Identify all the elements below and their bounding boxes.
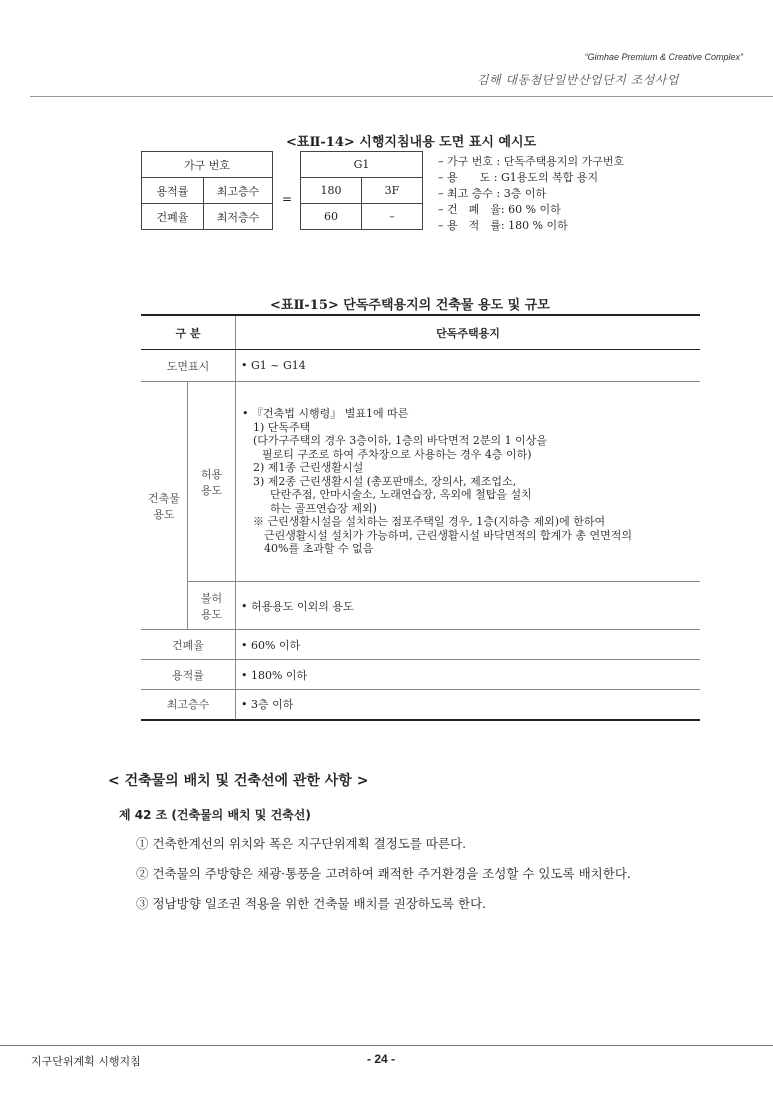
table15-head-category: 구 분	[141, 315, 236, 350]
allowed-line: ※ 근린생활시설을 설치하는 점포주택일 경우, 1층(지하층 제외)에 한하여	[253, 515, 606, 529]
allowed-line: (다가구주택의 경우 3층이하, 1층의 바닥면적 2분의 1 이상을	[253, 434, 548, 448]
row-label-far: 용적률	[141, 660, 236, 690]
legend-max-floors: 최고층수	[204, 178, 273, 204]
paragraph-2: ② 건축물의 주방향은 채광·통풍을 고려하여 쾌적한 주거환경을 조성할 수 있도록 배치한다.	[136, 866, 631, 881]
table15-head-detached-housing: 단독주택용지	[236, 315, 701, 350]
row-value-drawing: • G1 ~ G14	[236, 350, 701, 382]
row-value-allowed-use	[236, 382, 701, 582]
footer-doc-title: 지구단위계획 시행지침	[31, 1055, 141, 1068]
row-label-forbidden-use: 불허 용도	[188, 582, 236, 630]
header-english-title: “Gimhae Premium & Creative Complex”	[584, 52, 743, 62]
allowed-line: 단란주점, 안마시술소, 노래연습장, 옥외에 철탑을 설치	[270, 488, 532, 502]
footer-divider	[0, 1045, 773, 1046]
row-value-forbidden-use: • 허용용도 이외의 용도	[236, 582, 701, 630]
example-min-floors: –	[362, 204, 423, 230]
row-value-bcr: • 60% 이하	[236, 630, 701, 660]
legend-block-number: 가구 번호	[142, 152, 273, 178]
allowed-line: • 『건축법 시행령』 별표1에 따른	[242, 407, 409, 421]
example-bcr: 60	[301, 204, 362, 230]
row-label-max-floors: 최고층수	[141, 690, 236, 720]
page-number: - 24 -	[367, 1052, 396, 1066]
table14-caption: <표Ⅱ-14> 시행지침내용 도면 표시 예시도	[286, 135, 537, 150]
row-value-max-floors: • 3층 이하	[236, 690, 701, 720]
table14-example-table	[300, 151, 423, 230]
table14-notes	[438, 154, 624, 234]
allowed-line: 3) 제2종 근린생활시설 (총포판매소, 장의사, 제조업소,	[253, 474, 517, 488]
article-title: 제 42 조 (건축물의 배치 및 건축선)	[119, 808, 311, 822]
allowed-line: 근린생활시설 설치가 가능하며, 근린생활시설 바닥면적의 합계가 총 연면적의	[264, 528, 633, 542]
legend-far: 용적률	[142, 178, 204, 204]
legend-min-floors: 최저층수	[204, 204, 273, 230]
note-line: – 건 폐 율: 60 % 이하	[438, 203, 561, 216]
table14-legend-table	[141, 151, 273, 230]
row-label-building-use: 건축물 용도	[141, 382, 188, 630]
allowed-line: 2) 제1종 근린생활시설	[253, 461, 364, 475]
table15-caption: <표Ⅱ-15> 단독주택용지의 건축물 용도 및 규모	[270, 298, 550, 313]
legend-bcr: 건폐율	[142, 204, 204, 230]
row-label-drawing: 도면표시	[141, 350, 236, 382]
note-line: – 용 적 률: 180 % 이하	[438, 219, 568, 232]
example-max-floors: 3F	[362, 178, 423, 204]
row-label-allowed-use: 허용 용도	[188, 382, 236, 582]
row-label-bcr: 건폐율	[141, 630, 236, 660]
allowed-line: 하는 골프연습장 제외)	[270, 501, 377, 515]
note-line: – 용 도 : G1용도의 복합 용지	[438, 171, 599, 184]
paragraph-1: ① 건축한계선의 위치와 폭은 지구단위계획 결정도를 따른다.	[136, 836, 467, 851]
header-divider	[30, 96, 773, 97]
allowed-line: 40%를 초과할 수 없음	[264, 542, 374, 556]
paragraph-3: ③ 정남방향 일조권 적용을 위한 건축물 배치를 권장하도록 한다.	[136, 896, 487, 911]
section-title: < 건축물의 배치 및 건축선에 관한 사항 >	[108, 773, 369, 789]
allowed-line: 필로티 구조로 하여 주차장으로 사용하는 경우 4층 이하)	[262, 447, 532, 461]
example-far: 180	[301, 178, 362, 204]
table15-building-use	[141, 314, 700, 721]
example-block-number: G1	[301, 152, 423, 178]
header-korean-title: 김해 대동첨단일반산업단지 조성사업	[476, 73, 679, 87]
row-value-far: • 180% 이하	[236, 660, 701, 690]
note-line: – 최고 층수 : 3층 이하	[438, 187, 547, 200]
allowed-line: 1) 단독주택	[253, 420, 311, 434]
note-line: – 가구 번호 : 단독주택용지의 가구번호	[438, 155, 625, 168]
equals-sign: =	[282, 192, 293, 206]
